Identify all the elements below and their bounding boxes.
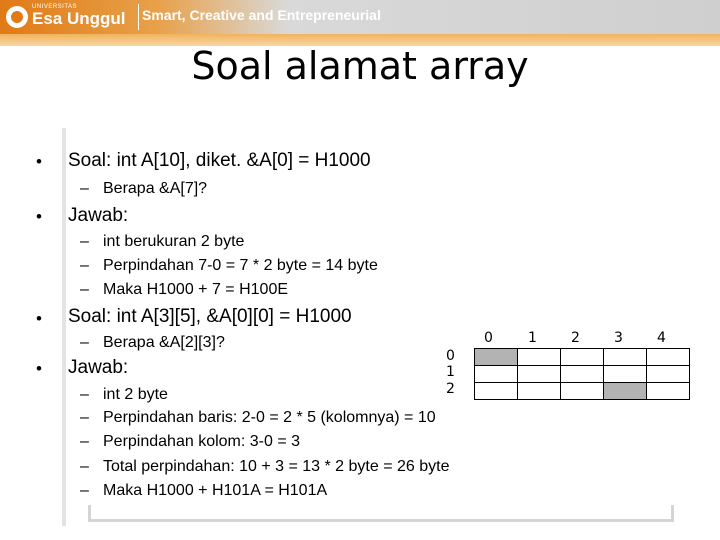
grid-cell (475, 366, 518, 383)
column-label: 1 (528, 330, 537, 346)
dash-a2-3: – (80, 458, 89, 475)
grid-cell (518, 366, 561, 383)
dash-a2-2: – (80, 433, 89, 450)
answer-2-item: Maka H1000 + H101A = H101A (103, 482, 328, 499)
column-label: 4 (657, 330, 666, 346)
grid-cell (604, 349, 647, 366)
answer-1-heading: Jawab: (68, 205, 129, 226)
tagline: Smart, Creative and Entrepreneurial (142, 7, 381, 23)
answer-1-item: Maka H1000 + 7 = H100E (103, 281, 289, 298)
grid-cell (475, 383, 518, 400)
grid-cell (518, 349, 561, 366)
dash-a2-1: – (80, 409, 89, 426)
page-border-bottom (88, 505, 674, 522)
logo-text: Esa Unggul (32, 9, 126, 28)
logo-small-text: UNIVERSITAS (32, 4, 78, 10)
dash-a1-1: – (80, 257, 89, 274)
grid-cell (561, 383, 604, 400)
dash-a1-0: – (80, 233, 89, 250)
row-label: 1 (446, 364, 455, 380)
answer-2-item: Perpindahan baris: 2-0 = 2 * 5 (kolomnya) = 10 (103, 409, 436, 426)
row-label: 0 (446, 348, 455, 364)
grid-cell (561, 366, 604, 383)
grid-row-0 (475, 349, 690, 366)
grid-cell (647, 349, 690, 366)
grid-cell (604, 366, 647, 383)
grid-cell-shaded (475, 349, 518, 366)
grid-row-2 (475, 383, 690, 400)
university-logo (6, 3, 134, 31)
array-grid (474, 348, 690, 400)
page-border-left (62, 128, 66, 526)
answer-2-item: Total perpindahan: 10 + 3 = 13 * 2 byte = 26 byte (103, 458, 450, 475)
bullet-q2: • (36, 309, 42, 328)
question-2-sub: Berapa &A[2][3]? (103, 334, 225, 351)
bullet-a2: • (36, 359, 42, 378)
answer-2-item: int 2 byte (103, 386, 168, 403)
slide-title: Soal alamat array (191, 44, 529, 88)
header-divider (138, 4, 139, 30)
grid-cell-shaded (604, 383, 647, 400)
column-label: 2 (571, 330, 580, 346)
grid-cell (647, 383, 690, 400)
dash-q2-sub: – (80, 334, 89, 351)
bullet-q1: • (36, 152, 42, 171)
answer-2-heading: Jawab: (68, 357, 129, 378)
answer-1-item: int berukuran 2 byte (103, 233, 245, 250)
dash-q1-sub: – (80, 180, 89, 197)
grid-cell (647, 366, 690, 383)
grid-cell (518, 383, 561, 400)
answer-1-item: Perpindahan 7-0 = 7 * 2 byte = 14 byte (103, 257, 378, 274)
question-1-sub: Berapa &A[7]? (103, 180, 208, 197)
answer-2-item: Perpindahan kolom: 3-0 = 3 (103, 433, 301, 450)
question-1: Soal: int A[10], diket. &A[0] = H1000 (68, 150, 371, 171)
row-label: 2 (446, 381, 455, 397)
bullet-a1: • (36, 207, 42, 226)
question-2: Soal: int A[3][5], &A[0][0] = H1000 (68, 306, 352, 327)
logo-mark-icon (6, 6, 28, 28)
dash-a2-4: – (80, 482, 89, 499)
dash-a2-0: – (80, 386, 89, 403)
column-label: 0 (484, 330, 493, 346)
dash-a1-2: – (80, 281, 89, 298)
column-label: 3 (614, 330, 623, 346)
grid-row-1 (475, 366, 690, 383)
grid-cell (561, 349, 604, 366)
